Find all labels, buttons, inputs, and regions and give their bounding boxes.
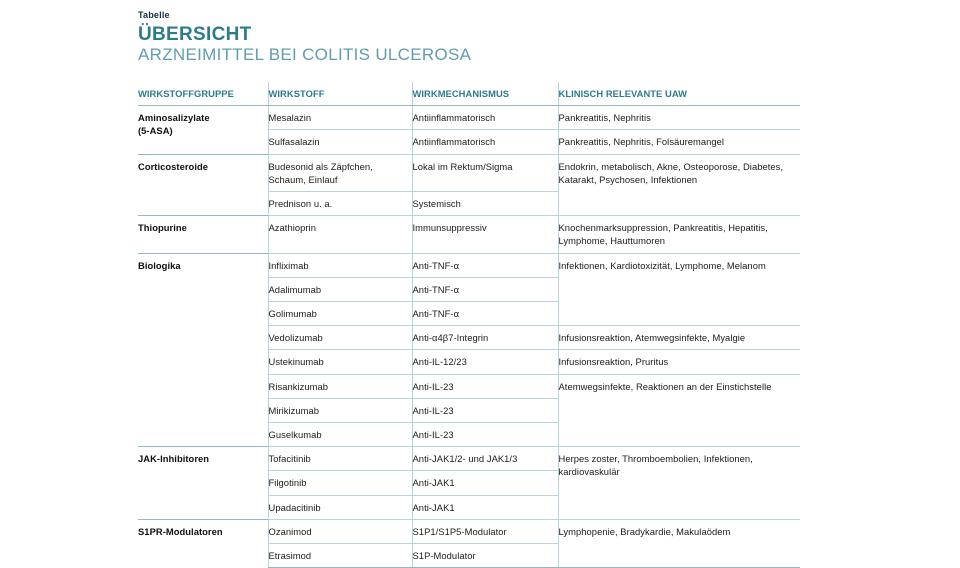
wirkstoffgruppe-label-2: (5-ASA) [138,125,173,137]
cell-wirkstoff: Etrasimod [268,544,412,568]
cell-wirkmechanismus: Systemisch [412,192,558,216]
cell-wirkmechanismus: S1P-Modulator [412,544,558,568]
cell-wirkmechanismus: Anti-TNF-α [412,253,558,277]
wirkstoffgruppe-label: Aminosalizylate [138,112,210,124]
cell-uaw: Herpes zoster, Thromboembolien, Infektionen, kardiovaskulär [558,447,800,520]
cell-uaw: Infektionen, Kardiotoxizität, Lymphome, Melanom [558,253,800,326]
cell-uaw: Lymphopenie, Bradykardie, Makulaödem [558,519,800,567]
wirkstoffgruppe-label: Corticosteroide [138,160,209,172]
cell-wirkmechanismus: Anti-TNF-α [412,277,558,301]
column-header-uaw: KLINISCH RELEVANTE UAW [558,82,800,106]
cell-wirkstoff: Mesalazin [268,106,412,130]
cell-wirkstoff: Adalimumab [268,277,412,301]
column-header-wirkstoff: WIRKSTOFF [268,82,412,106]
cell-wirkmechanismus: Anti-JAK1 [412,495,558,519]
cell-wirkmechanismus: Anti-α4β7-Integrin [412,326,558,350]
cell-wirkmechanismus: Anti-IL-23 [412,398,558,422]
wirkstoffgruppe-label: Thiopurine [138,222,187,234]
cell-uaw: Infusionsreaktion, Atemwegsinfekte, Myalgie [558,326,800,350]
cell-wirkstoff: Ustekinumab [268,350,412,374]
page-title: ÜBERSICHT [138,24,252,45]
cell-wirkmechanismus: S1P1/S1P5-Modulator [412,519,558,543]
cell-wirkmechanismus: Antiinflammatorisch [412,106,558,130]
page-subtitle: ARZNEIMITTEL BEI COLITIS ULCEROSA [138,45,472,64]
table-wrapper [138,82,800,568]
kicker-label: Tabelle [138,10,170,20]
table-row [138,216,800,253]
cell-uaw: Infusionsreaktion, Pruritus [558,350,800,374]
heading-block [138,9,800,65]
cell-wirkstoffgruppe [138,106,268,154]
cell-wirkstoff: Sulfasalazin [268,130,412,154]
cell-wirkstoffgruppe [138,154,268,216]
cell-wirkmechanismus: Anti-IL-23 [412,423,558,447]
table-row [138,106,800,130]
column-header-wirkstoffgruppe: WIRKSTOFFGRUPPE [138,82,268,106]
cell-wirkstoff: Prednison u. a. [268,192,412,216]
table-row [138,447,800,471]
cell-wirkmechanismus: Antiinflammatorisch [412,130,558,154]
cell-wirkmechanismus: Anti-IL-23 [412,374,558,398]
cell-wirkmechanismus: Anti-IL-12/23 [412,350,558,374]
table-head [138,82,800,106]
cell-wirkstoff: Golimumab [268,302,412,326]
cell-wirkstoff: Risankizumab [268,374,412,398]
cell-uaw: Knochenmarksuppression, Pankreatitis, Hepatitis, Lymphome, Hauttumoren [558,216,800,253]
table-row [138,154,800,191]
cell-wirkmechanismus: Anti-JAK1/2- und JAK1/3 [412,447,558,471]
cell-wirkstoff: Azathioprin [268,216,412,253]
table-row [138,253,800,277]
cell-wirkstoff: Filgotinib [268,471,412,495]
cell-wirkstoff: Budesonid als Zäpfchen, Schaum, Einlauf [268,154,412,191]
wirkstoffgruppe-label: JAK-Inhibitoren [138,453,210,465]
column-header-wirkmechanismus: WIRKMECHANISMUS [412,82,558,106]
cell-uaw: Pankreatitis, Nephritis, Folsäuremangel [558,130,800,154]
cell-wirkmechanismus: Anti-TNF-α [412,302,558,326]
cell-wirkstoffgruppe [138,253,268,447]
wirkstoffgruppe-label: Biologika [138,259,181,271]
table-header-row [138,82,800,106]
drug-overview-table [138,82,800,568]
cell-wirkstoff: Mirikizumab [268,398,412,422]
cell-wirkstoff: Upadacitinib [268,495,412,519]
cell-uaw: Pankreatitis, Nephritis [558,106,800,130]
cell-uaw: Endokrin, metabolisch, Akne, Osteoporose, Diabetes, Katarakt, Psychosen, Infektionen [558,154,800,216]
cell-wirkstoff: Guselkumab [268,423,412,447]
table-body [138,106,800,568]
cell-wirkstoffgruppe [138,447,268,520]
cell-wirkstoff: Vedolizumab [268,326,412,350]
cell-wirkstoff: Infliximab [268,253,412,277]
cell-wirkmechanismus: Lokal im Rektum/Sigma [412,154,558,191]
cell-wirkstoff: Ozanimod [268,519,412,543]
cell-wirkmechanismus: Immunsuppressiv [412,216,558,253]
cell-wirkstoff: Tofacitinib [268,447,412,471]
cell-wirkstoffgruppe [138,519,268,567]
cell-wirkmechanismus: Anti-JAK1 [412,471,558,495]
cell-wirkstoffgruppe [138,216,268,253]
wirkstoffgruppe-label: S1PR-Modulatoren [138,525,223,537]
cell-uaw: Atemwegsinfekte, Reaktionen an der Einstichstelle [558,374,800,447]
